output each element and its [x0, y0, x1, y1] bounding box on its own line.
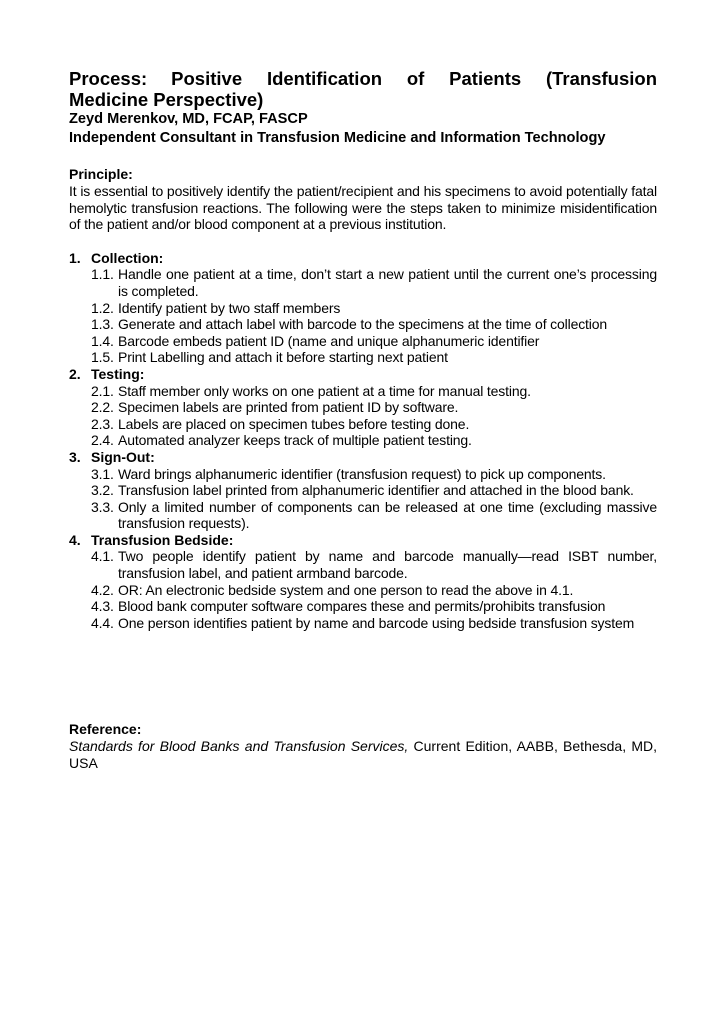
item-number: 4.4. [91, 614, 114, 631]
list-item [91, 383, 657, 400]
step-collection [69, 250, 657, 366]
item-text: Only a limited number of components can be released at one time (excluding massive transfusion requests). [118, 498, 657, 532]
reference-details: Current Edition, AABB, Bethesda, MD, USA [69, 738, 658, 771]
item-number: 1.4. [91, 332, 114, 349]
item-text: OR: An electronic bedside system and one person to read the above in 4.1. [118, 581, 574, 598]
title-main: Positive Identification of Patients (Transfusion Medicine Perspective) [69, 68, 657, 110]
reference-title: Standards for Blood Banks and Transfusion Services, [69, 738, 409, 754]
list-item [91, 266, 657, 299]
principle-heading: Principle: [69, 166, 133, 182]
list-item [91, 349, 657, 366]
step-number: 2. [69, 365, 81, 382]
list-item [91, 582, 657, 599]
item-number: 4.1. [91, 548, 114, 565]
step-number: 3. [69, 448, 81, 465]
list-item [91, 300, 657, 317]
reference-heading: Reference: [69, 721, 142, 737]
principle-section [69, 166, 657, 233]
item-number: 1.3. [91, 316, 114, 333]
step-sign-out [69, 449, 657, 532]
list-item [91, 333, 657, 350]
item-text: Generate and attach label with barcode to the specimens at the time of collection [118, 316, 608, 333]
item-number: 1.2. [91, 299, 114, 316]
step-heading: Sign-Out: [91, 448, 155, 465]
item-number: 4.3. [91, 598, 114, 615]
step-testing [69, 366, 657, 449]
item-text: Print Labelling and attach it before starting next patient [118, 349, 448, 366]
list-item [91, 432, 657, 449]
item-number: 1.5. [91, 349, 114, 366]
item-text: Staff member only works on one patient at a time for manual testing. [118, 382, 531, 399]
step-number: 1. [69, 249, 81, 266]
list-item [91, 466, 657, 483]
list-item [91, 615, 657, 632]
item-text: Identify patient by two staff members [118, 299, 341, 316]
reference-section [69, 721, 657, 772]
item-text: Ward brings alphanumeric identifier (transfusion request) to pick up components. [118, 465, 606, 482]
item-text: One person identifies patient by name and barcode using bedside transfusion system [118, 614, 635, 631]
item-text: Handle one patient at a time, don’t start a new patient until the current one’s processing is completed. [118, 266, 657, 299]
title-prefix: Process: [69, 68, 148, 89]
item-text: Specimen labels are printed from patient ID by software. [118, 399, 459, 416]
item-text: Labels are placed on specimen tubes before testing done. [118, 415, 470, 432]
item-number: 1.1. [91, 266, 114, 283]
list-item [91, 548, 657, 581]
list-item [91, 316, 657, 333]
step-heading: Transfusion Bedside: [91, 531, 234, 548]
list-item [91, 399, 657, 416]
list-item [91, 598, 657, 615]
item-text: Blood bank computer software compares these and permits/prohibits transfusion [118, 598, 606, 615]
item-number: 2.3. [91, 415, 114, 432]
page-title [69, 68, 657, 110]
item-number: 3.2. [91, 482, 114, 499]
list-item [91, 482, 657, 499]
item-text: Transfusion label printed from alphanumeric identifier and attached in the blood bank. [118, 482, 634, 499]
item-number: 3.1. [91, 465, 114, 482]
item-number: 2.4. [91, 432, 114, 449]
item-number: 2.1. [91, 382, 114, 399]
step-heading: Collection: [91, 249, 164, 266]
list-item [91, 416, 657, 433]
author-name: Zeyd Merenkov, MD, FCAP, FASCP [69, 111, 308, 127]
step-transfusion-bedside [69, 532, 657, 632]
step-heading: Testing: [91, 365, 145, 382]
item-number: 2.2. [91, 399, 114, 416]
item-text: Two people identify patient by name and barcode manually—read ISBT number, transfusion label, and patient armband barcode. [118, 548, 657, 582]
author-affiliation: Independent Consultant in Transfusion Medicine and Information Technology [69, 130, 606, 146]
reference-citation [69, 738, 657, 772]
principle-text: It is essential to positively identify the patient/recipient and his specimens to avoid potentially fatal hemolytic transfusion reactions. The following were the steps taken to minimize misidentification of the patient and/or blood component at a previous institution. [69, 183, 657, 233]
item-number: 3.3. [91, 498, 114, 515]
list-item [91, 499, 657, 532]
document-page [69, 68, 657, 631]
item-text: Automated analyzer keeps track of multiple patient testing. [118, 432, 472, 449]
item-text: Barcode embeds patient ID (name and unique alphanumeric identifier [118, 332, 540, 349]
item-number: 4.2. [91, 581, 114, 598]
process-steps [69, 250, 657, 632]
step-number: 4. [69, 531, 81, 548]
